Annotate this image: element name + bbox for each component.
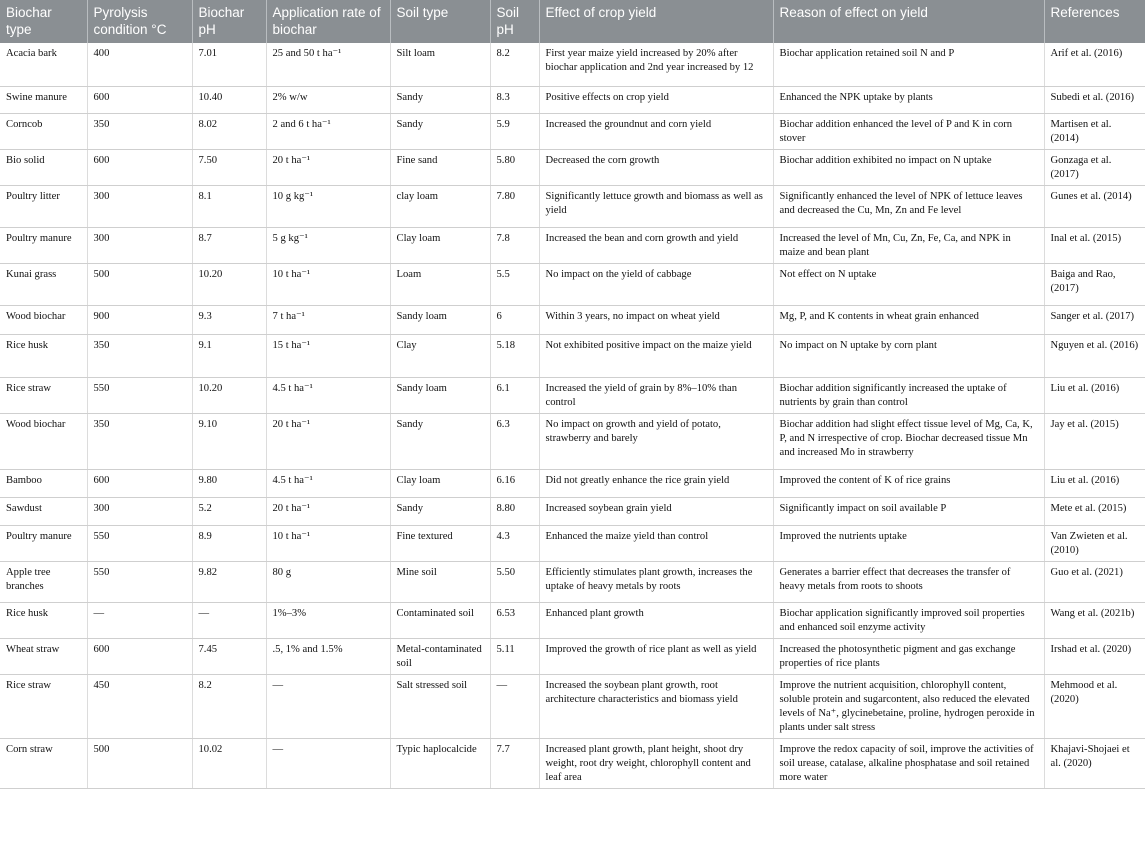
cell-soil-ph: 5.50 bbox=[490, 561, 539, 602]
cell-application-rate: 20 t ha⁻¹ bbox=[266, 413, 390, 469]
cell-reference: Nguyen et al. (2016) bbox=[1044, 334, 1145, 377]
cell-pyrolysis: 550 bbox=[87, 525, 192, 561]
cell-soil-ph: 5.18 bbox=[490, 334, 539, 377]
cell-soil-type: Contaminated soil bbox=[390, 602, 490, 638]
cell-biochar-type: Poultry manure bbox=[0, 525, 87, 561]
cell-biochar-type: Rice straw bbox=[0, 377, 87, 413]
cell-pyrolysis: 500 bbox=[87, 263, 192, 305]
cell-reference: Arif et al. (2016) bbox=[1044, 43, 1145, 86]
cell-pyrolysis: 300 bbox=[87, 497, 192, 525]
cell-biochar-ph: 9.10 bbox=[192, 413, 266, 469]
cell-reference: Wang et al. (2021b) bbox=[1044, 602, 1145, 638]
header-effect: Effect of crop yield bbox=[539, 0, 773, 43]
cell-effect: Increased the bean and corn growth and yield bbox=[539, 227, 773, 263]
cell-biochar-ph: 8.2 bbox=[192, 674, 266, 738]
cell-soil-ph: 4.3 bbox=[490, 525, 539, 561]
cell-reason: Not effect on N uptake bbox=[773, 263, 1044, 305]
cell-application-rate: 4.5 t ha⁻¹ bbox=[266, 377, 390, 413]
table-row bbox=[0, 638, 1145, 674]
cell-biochar-type: Rice straw bbox=[0, 674, 87, 738]
table-row bbox=[0, 469, 1145, 497]
table-row bbox=[0, 86, 1145, 113]
cell-reference: Inal et al. (2015) bbox=[1044, 227, 1145, 263]
cell-effect: Increased soybean grain yield bbox=[539, 497, 773, 525]
cell-biochar-ph: — bbox=[192, 602, 266, 638]
header-application-rate: Application rate of biochar bbox=[266, 0, 390, 43]
cell-effect: Increased the soybean plant growth, root architecture characteristics and biomass yield bbox=[539, 674, 773, 738]
cell-soil-type: Fine sand bbox=[390, 149, 490, 185]
cell-soil-ph: 5.80 bbox=[490, 149, 539, 185]
cell-soil-type: Sandy bbox=[390, 113, 490, 149]
cell-reference: Mete et al. (2015) bbox=[1044, 497, 1145, 525]
cell-reason: Improved the nutrients uptake bbox=[773, 525, 1044, 561]
cell-pyrolysis: 500 bbox=[87, 738, 192, 788]
cell-biochar-type: Corn straw bbox=[0, 738, 87, 788]
cell-application-rate: .5, 1% and 1.5% bbox=[266, 638, 390, 674]
cell-application-rate: 15 t ha⁻¹ bbox=[266, 334, 390, 377]
cell-application-rate: 10 g kg⁻¹ bbox=[266, 185, 390, 227]
cell-reference: Jay et al. (2015) bbox=[1044, 413, 1145, 469]
cell-biochar-ph: 7.50 bbox=[192, 149, 266, 185]
cell-biochar-ph: 8.02 bbox=[192, 113, 266, 149]
cell-soil-type: clay loam bbox=[390, 185, 490, 227]
cell-soil-ph: 6.16 bbox=[490, 469, 539, 497]
cell-biochar-ph: 9.3 bbox=[192, 305, 266, 334]
cell-soil-ph: 8.3 bbox=[490, 86, 539, 113]
cell-soil-type: Sandy loam bbox=[390, 305, 490, 334]
cell-soil-ph: 6.1 bbox=[490, 377, 539, 413]
cell-reason: Improve the redox capacity of soil, improve the activities of soil urease, catalase, alkaline phosphatase and soil retained more water bbox=[773, 738, 1044, 788]
table-row bbox=[0, 305, 1145, 334]
cell-application-rate: 2% w/w bbox=[266, 86, 390, 113]
cell-soil-ph: 5.5 bbox=[490, 263, 539, 305]
cell-pyrolysis: 600 bbox=[87, 469, 192, 497]
cell-soil-ph: 5.11 bbox=[490, 638, 539, 674]
cell-reason: Biochar addition had slight effect tissue level of Mg, Ca, K, P, and N irrespective of crop. Biochar decreased tissue Mn and increased Mo in strawberry bbox=[773, 413, 1044, 469]
cell-soil-ph: 7.7 bbox=[490, 738, 539, 788]
cell-reference: Irshad et al. (2020) bbox=[1044, 638, 1145, 674]
cell-application-rate: 80 g bbox=[266, 561, 390, 602]
cell-reason: Biochar addition significantly increased the uptake of nutrients by grain than control bbox=[773, 377, 1044, 413]
cell-pyrolysis: 900 bbox=[87, 305, 192, 334]
cell-reason: Mg, P, and K contents in wheat grain enhanced bbox=[773, 305, 1044, 334]
cell-application-rate: — bbox=[266, 738, 390, 788]
cell-biochar-ph: 10.20 bbox=[192, 263, 266, 305]
cell-soil-type: Mine soil bbox=[390, 561, 490, 602]
table-row bbox=[0, 377, 1145, 413]
cell-reference: Subedi et al. (2016) bbox=[1044, 86, 1145, 113]
cell-soil-type: Fine textured bbox=[390, 525, 490, 561]
cell-pyrolysis: — bbox=[87, 602, 192, 638]
cell-reason: Biochar addition exhibited no impact on N uptake bbox=[773, 149, 1044, 185]
cell-soil-ph: 6 bbox=[490, 305, 539, 334]
cell-soil-ph: 7.8 bbox=[490, 227, 539, 263]
cell-biochar-type: Wood biochar bbox=[0, 413, 87, 469]
cell-reason: Increased the level of Mn, Cu, Zn, Fe, Ca, and NPK in maize and bean plant bbox=[773, 227, 1044, 263]
cell-soil-type: Sandy bbox=[390, 497, 490, 525]
cell-biochar-type: Kunai grass bbox=[0, 263, 87, 305]
cell-soil-type: Salt stressed soil bbox=[390, 674, 490, 738]
cell-effect: No impact on the yield of cabbage bbox=[539, 263, 773, 305]
cell-reason: Biochar application retained soil N and P bbox=[773, 43, 1044, 86]
table-row bbox=[0, 43, 1145, 86]
cell-biochar-type: Acacia bark bbox=[0, 43, 87, 86]
cell-effect: Significantly lettuce growth and biomass as well as yield bbox=[539, 185, 773, 227]
cell-pyrolysis: 350 bbox=[87, 334, 192, 377]
table-row bbox=[0, 738, 1145, 788]
cell-soil-type: Loam bbox=[390, 263, 490, 305]
cell-reference: Mehmood et al. (2020) bbox=[1044, 674, 1145, 738]
cell-soil-type: Silt loam bbox=[390, 43, 490, 86]
cell-application-rate: 7 t ha⁻¹ bbox=[266, 305, 390, 334]
header-reason: Reason of effect on yield bbox=[773, 0, 1044, 43]
cell-biochar-type: Corncob bbox=[0, 113, 87, 149]
cell-biochar-type: Bamboo bbox=[0, 469, 87, 497]
cell-effect: Increased plant growth, plant height, shoot dry weight, root dry weight, chlorophyll content and leaf area bbox=[539, 738, 773, 788]
cell-biochar-type: Apple tree branches bbox=[0, 561, 87, 602]
header-soil-type: Soil type bbox=[390, 0, 490, 43]
cell-biochar-ph: 10.40 bbox=[192, 86, 266, 113]
cell-effect: Enhanced the maize yield than control bbox=[539, 525, 773, 561]
cell-biochar-type: Rice husk bbox=[0, 602, 87, 638]
cell-effect: Not exhibited positive impact on the maize yield bbox=[539, 334, 773, 377]
cell-soil-type: Clay bbox=[390, 334, 490, 377]
cell-biochar-ph: 7.01 bbox=[192, 43, 266, 86]
cell-effect: First year maize yield increased by 20% after biochar application and 2nd year increased by 12 bbox=[539, 43, 773, 86]
cell-pyrolysis: 600 bbox=[87, 638, 192, 674]
cell-pyrolysis: 450 bbox=[87, 674, 192, 738]
cell-soil-ph: 6.53 bbox=[490, 602, 539, 638]
cell-pyrolysis: 400 bbox=[87, 43, 192, 86]
cell-application-rate: 10 t ha⁻¹ bbox=[266, 525, 390, 561]
cell-effect: Decreased the corn growth bbox=[539, 149, 773, 185]
header-row bbox=[0, 0, 1145, 43]
cell-effect: Increased the yield of grain by 8%–10% than control bbox=[539, 377, 773, 413]
cell-reason: Improved the content of K of rice grains bbox=[773, 469, 1044, 497]
cell-pyrolysis: 350 bbox=[87, 113, 192, 149]
cell-biochar-type: Bio solid bbox=[0, 149, 87, 185]
cell-effect: Increased the groundnut and corn yield bbox=[539, 113, 773, 149]
cell-biochar-type: Sawdust bbox=[0, 497, 87, 525]
cell-reason: Significantly enhanced the level of NPK of lettuce leaves and decreased the Cu, Mn, Zn and Fe level bbox=[773, 185, 1044, 227]
cell-biochar-ph: 7.45 bbox=[192, 638, 266, 674]
cell-pyrolysis: 300 bbox=[87, 185, 192, 227]
cell-biochar-type: Wood biochar bbox=[0, 305, 87, 334]
cell-reference: Van Zwieten et al. (2010) bbox=[1044, 525, 1145, 561]
cell-biochar-ph: 8.9 bbox=[192, 525, 266, 561]
cell-soil-ph: 6.3 bbox=[490, 413, 539, 469]
header-pyrolysis: Pyrolysis condition °C bbox=[87, 0, 192, 43]
table-row bbox=[0, 113, 1145, 149]
cell-reference: Khajavi-Shojaei et al. (2020) bbox=[1044, 738, 1145, 788]
cell-biochar-ph: 8.7 bbox=[192, 227, 266, 263]
cell-soil-type: Sandy bbox=[390, 413, 490, 469]
cell-soil-ph: 7.80 bbox=[490, 185, 539, 227]
cell-pyrolysis: 550 bbox=[87, 377, 192, 413]
cell-biochar-ph: 9.82 bbox=[192, 561, 266, 602]
table-row bbox=[0, 674, 1145, 738]
cell-reference: Gunes et al. (2014) bbox=[1044, 185, 1145, 227]
cell-biochar-ph: 10.02 bbox=[192, 738, 266, 788]
cell-reference: Baiga and Rao, (2017) bbox=[1044, 263, 1145, 305]
table-row bbox=[0, 561, 1145, 602]
cell-application-rate: 5 g kg⁻¹ bbox=[266, 227, 390, 263]
cell-biochar-ph: 5.2 bbox=[192, 497, 266, 525]
cell-reference: Sanger et al. (2017) bbox=[1044, 305, 1145, 334]
cell-effect: Enhanced plant growth bbox=[539, 602, 773, 638]
cell-application-rate: 10 t ha⁻¹ bbox=[266, 263, 390, 305]
cell-pyrolysis: 300 bbox=[87, 227, 192, 263]
cell-application-rate: 1%–3% bbox=[266, 602, 390, 638]
cell-soil-type: Sandy bbox=[390, 86, 490, 113]
cell-reason: No impact on N uptake by corn plant bbox=[773, 334, 1044, 377]
cell-reference: Gonzaga et al. (2017) bbox=[1044, 149, 1145, 185]
header-biochar-type: Biochar type bbox=[0, 0, 87, 43]
cell-effect: Did not greatly enhance the rice grain yield bbox=[539, 469, 773, 497]
cell-application-rate: 25 and 50 t ha⁻¹ bbox=[266, 43, 390, 86]
cell-pyrolysis: 600 bbox=[87, 86, 192, 113]
cell-reason: Improve the nutrient acquisition, chlorophyll content, soluble protein and sugarcontent, also reduced the elevated levels of Na⁺, glycinebetaine, proline, hydrogen peroxide in plants under salt stress bbox=[773, 674, 1044, 738]
cell-soil-type: Sandy loam bbox=[390, 377, 490, 413]
cell-effect: Efficiently stimulates plant growth, increases the uptake of heavy metals by roots bbox=[539, 561, 773, 602]
table-row bbox=[0, 227, 1145, 263]
cell-biochar-type: Poultry litter bbox=[0, 185, 87, 227]
cell-application-rate: 2 and 6 t ha⁻¹ bbox=[266, 113, 390, 149]
cell-soil-ph: 5.9 bbox=[490, 113, 539, 149]
cell-biochar-type: Rice husk bbox=[0, 334, 87, 377]
cell-biochar-ph: 9.80 bbox=[192, 469, 266, 497]
table-row bbox=[0, 497, 1145, 525]
cell-pyrolysis: 600 bbox=[87, 149, 192, 185]
cell-reference: Guo et al. (2021) bbox=[1044, 561, 1145, 602]
cell-biochar-ph: 9.1 bbox=[192, 334, 266, 377]
cell-effect: Within 3 years, no impact on wheat yield bbox=[539, 305, 773, 334]
cell-effect: Positive effects on crop yield bbox=[539, 86, 773, 113]
cell-reference: Liu et al. (2016) bbox=[1044, 469, 1145, 497]
table-row bbox=[0, 413, 1145, 469]
cell-pyrolysis: 550 bbox=[87, 561, 192, 602]
cell-application-rate: — bbox=[266, 674, 390, 738]
cell-soil-type: Clay loam bbox=[390, 227, 490, 263]
header-references: References bbox=[1044, 0, 1145, 43]
cell-application-rate: 20 t ha⁻¹ bbox=[266, 497, 390, 525]
table-row bbox=[0, 185, 1145, 227]
table-row bbox=[0, 263, 1145, 305]
cell-reference: Liu et al. (2016) bbox=[1044, 377, 1145, 413]
cell-biochar-type: Poultry manure bbox=[0, 227, 87, 263]
cell-reason: Enhanced the NPK uptake by plants bbox=[773, 86, 1044, 113]
cell-soil-ph: — bbox=[490, 674, 539, 738]
header-soil-ph: Soil pH bbox=[490, 0, 539, 43]
cell-reason: Biochar application significantly improved soil properties and enhanced soil enzyme activity bbox=[773, 602, 1044, 638]
cell-reason: Biochar addition enhanced the level of P and K in corn stover bbox=[773, 113, 1044, 149]
cell-biochar-type: Swine manure bbox=[0, 86, 87, 113]
cell-biochar-type: Wheat straw bbox=[0, 638, 87, 674]
cell-soil-type: Clay loam bbox=[390, 469, 490, 497]
cell-effect: No impact on growth and yield of potato, strawberry and barely bbox=[539, 413, 773, 469]
table-row bbox=[0, 525, 1145, 561]
table-row bbox=[0, 602, 1145, 638]
cell-reference: Martisen et al. (2014) bbox=[1044, 113, 1145, 149]
cell-soil-type: Typic haplocalcide bbox=[390, 738, 490, 788]
cell-reason: Increased the photosynthetic pigment and gas exchange properties of rice plants bbox=[773, 638, 1044, 674]
cell-effect: Improved the growth of rice plant as well as yield bbox=[539, 638, 773, 674]
table-row bbox=[0, 334, 1145, 377]
cell-application-rate: 4.5 t ha⁻¹ bbox=[266, 469, 390, 497]
cell-soil-ph: 8.80 bbox=[490, 497, 539, 525]
table-row bbox=[0, 149, 1145, 185]
cell-reason: Generates a barrier effect that decreases the transfer of heavy metals from roots to shoots bbox=[773, 561, 1044, 602]
cell-pyrolysis: 350 bbox=[87, 413, 192, 469]
table-body bbox=[0, 43, 1145, 788]
cell-biochar-ph: 8.1 bbox=[192, 185, 266, 227]
cell-soil-type: Metal-contaminated soil bbox=[390, 638, 490, 674]
cell-biochar-ph: 10.20 bbox=[192, 377, 266, 413]
header-biochar-ph: Biochar pH bbox=[192, 0, 266, 43]
cell-application-rate: 20 t ha⁻¹ bbox=[266, 149, 390, 185]
cell-soil-ph: 8.2 bbox=[490, 43, 539, 86]
cell-reason: Significantly impact on soil available P bbox=[773, 497, 1044, 525]
